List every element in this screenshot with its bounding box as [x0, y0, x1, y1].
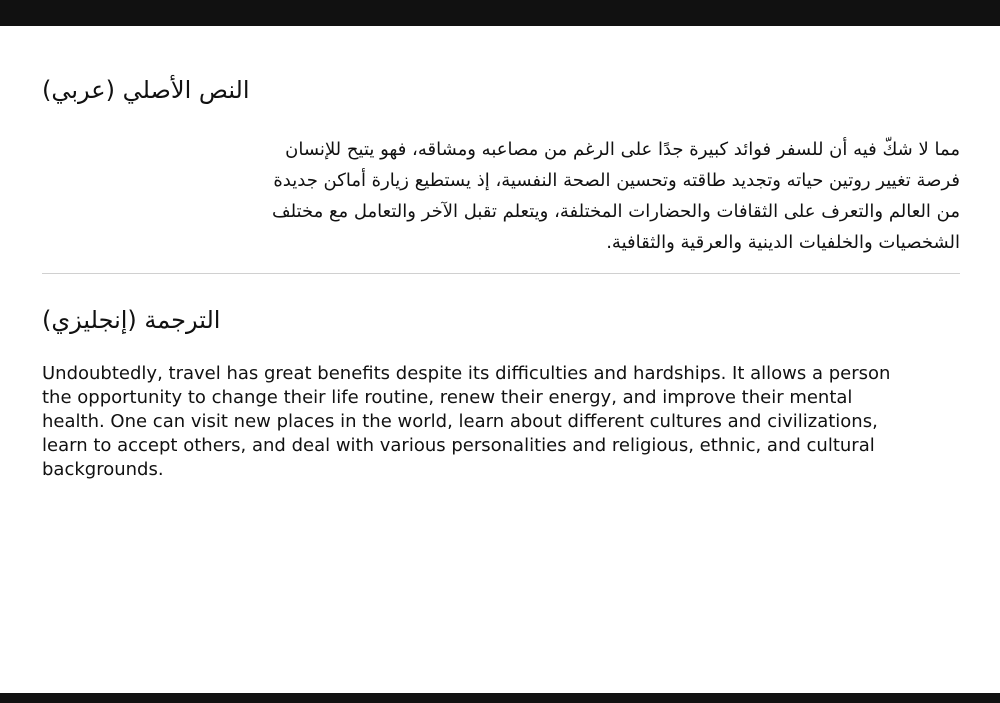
section-divider	[42, 273, 960, 274]
translation-heading: الترجمة (إنجليزي)	[42, 306, 221, 334]
bottom-black-bar	[0, 693, 1000, 703]
original-text-heading: النص الأصلي (عربي)	[42, 76, 250, 104]
top-black-bar	[0, 0, 1000, 26]
arabic-paragraph: مما لا شكّ فيه أن للسفر فوائد كبيرة جدًا على الرغم من مصاعبه ومشاقه، فهو يتيح للإنسان فرصة تغيير روتين حياته وتجديد طاقته وتحسين الصحة النفسية، إذ يستطيع زيارة أماكن جديدة من العالم والتعرف على الثقافات والحضارات المختلفة، ويتعلم تقبل الآخر والتعامل مع مختلف الشخصيات والخلفيات الدينية والعرقية والثقافية.	[271, 139, 960, 253]
english-paragraph: Undoubtedly, travel has great benefits despite its difficulties and hardships. It allows a person the opportunity to change their life routine, renew their energy, and improve their mental health. One can visit new places in the world, learn about different cultures and civilizations, learn to accept others, and deal with various personalities and religious, ethnic, and cultural backgrounds.	[42, 363, 891, 480]
